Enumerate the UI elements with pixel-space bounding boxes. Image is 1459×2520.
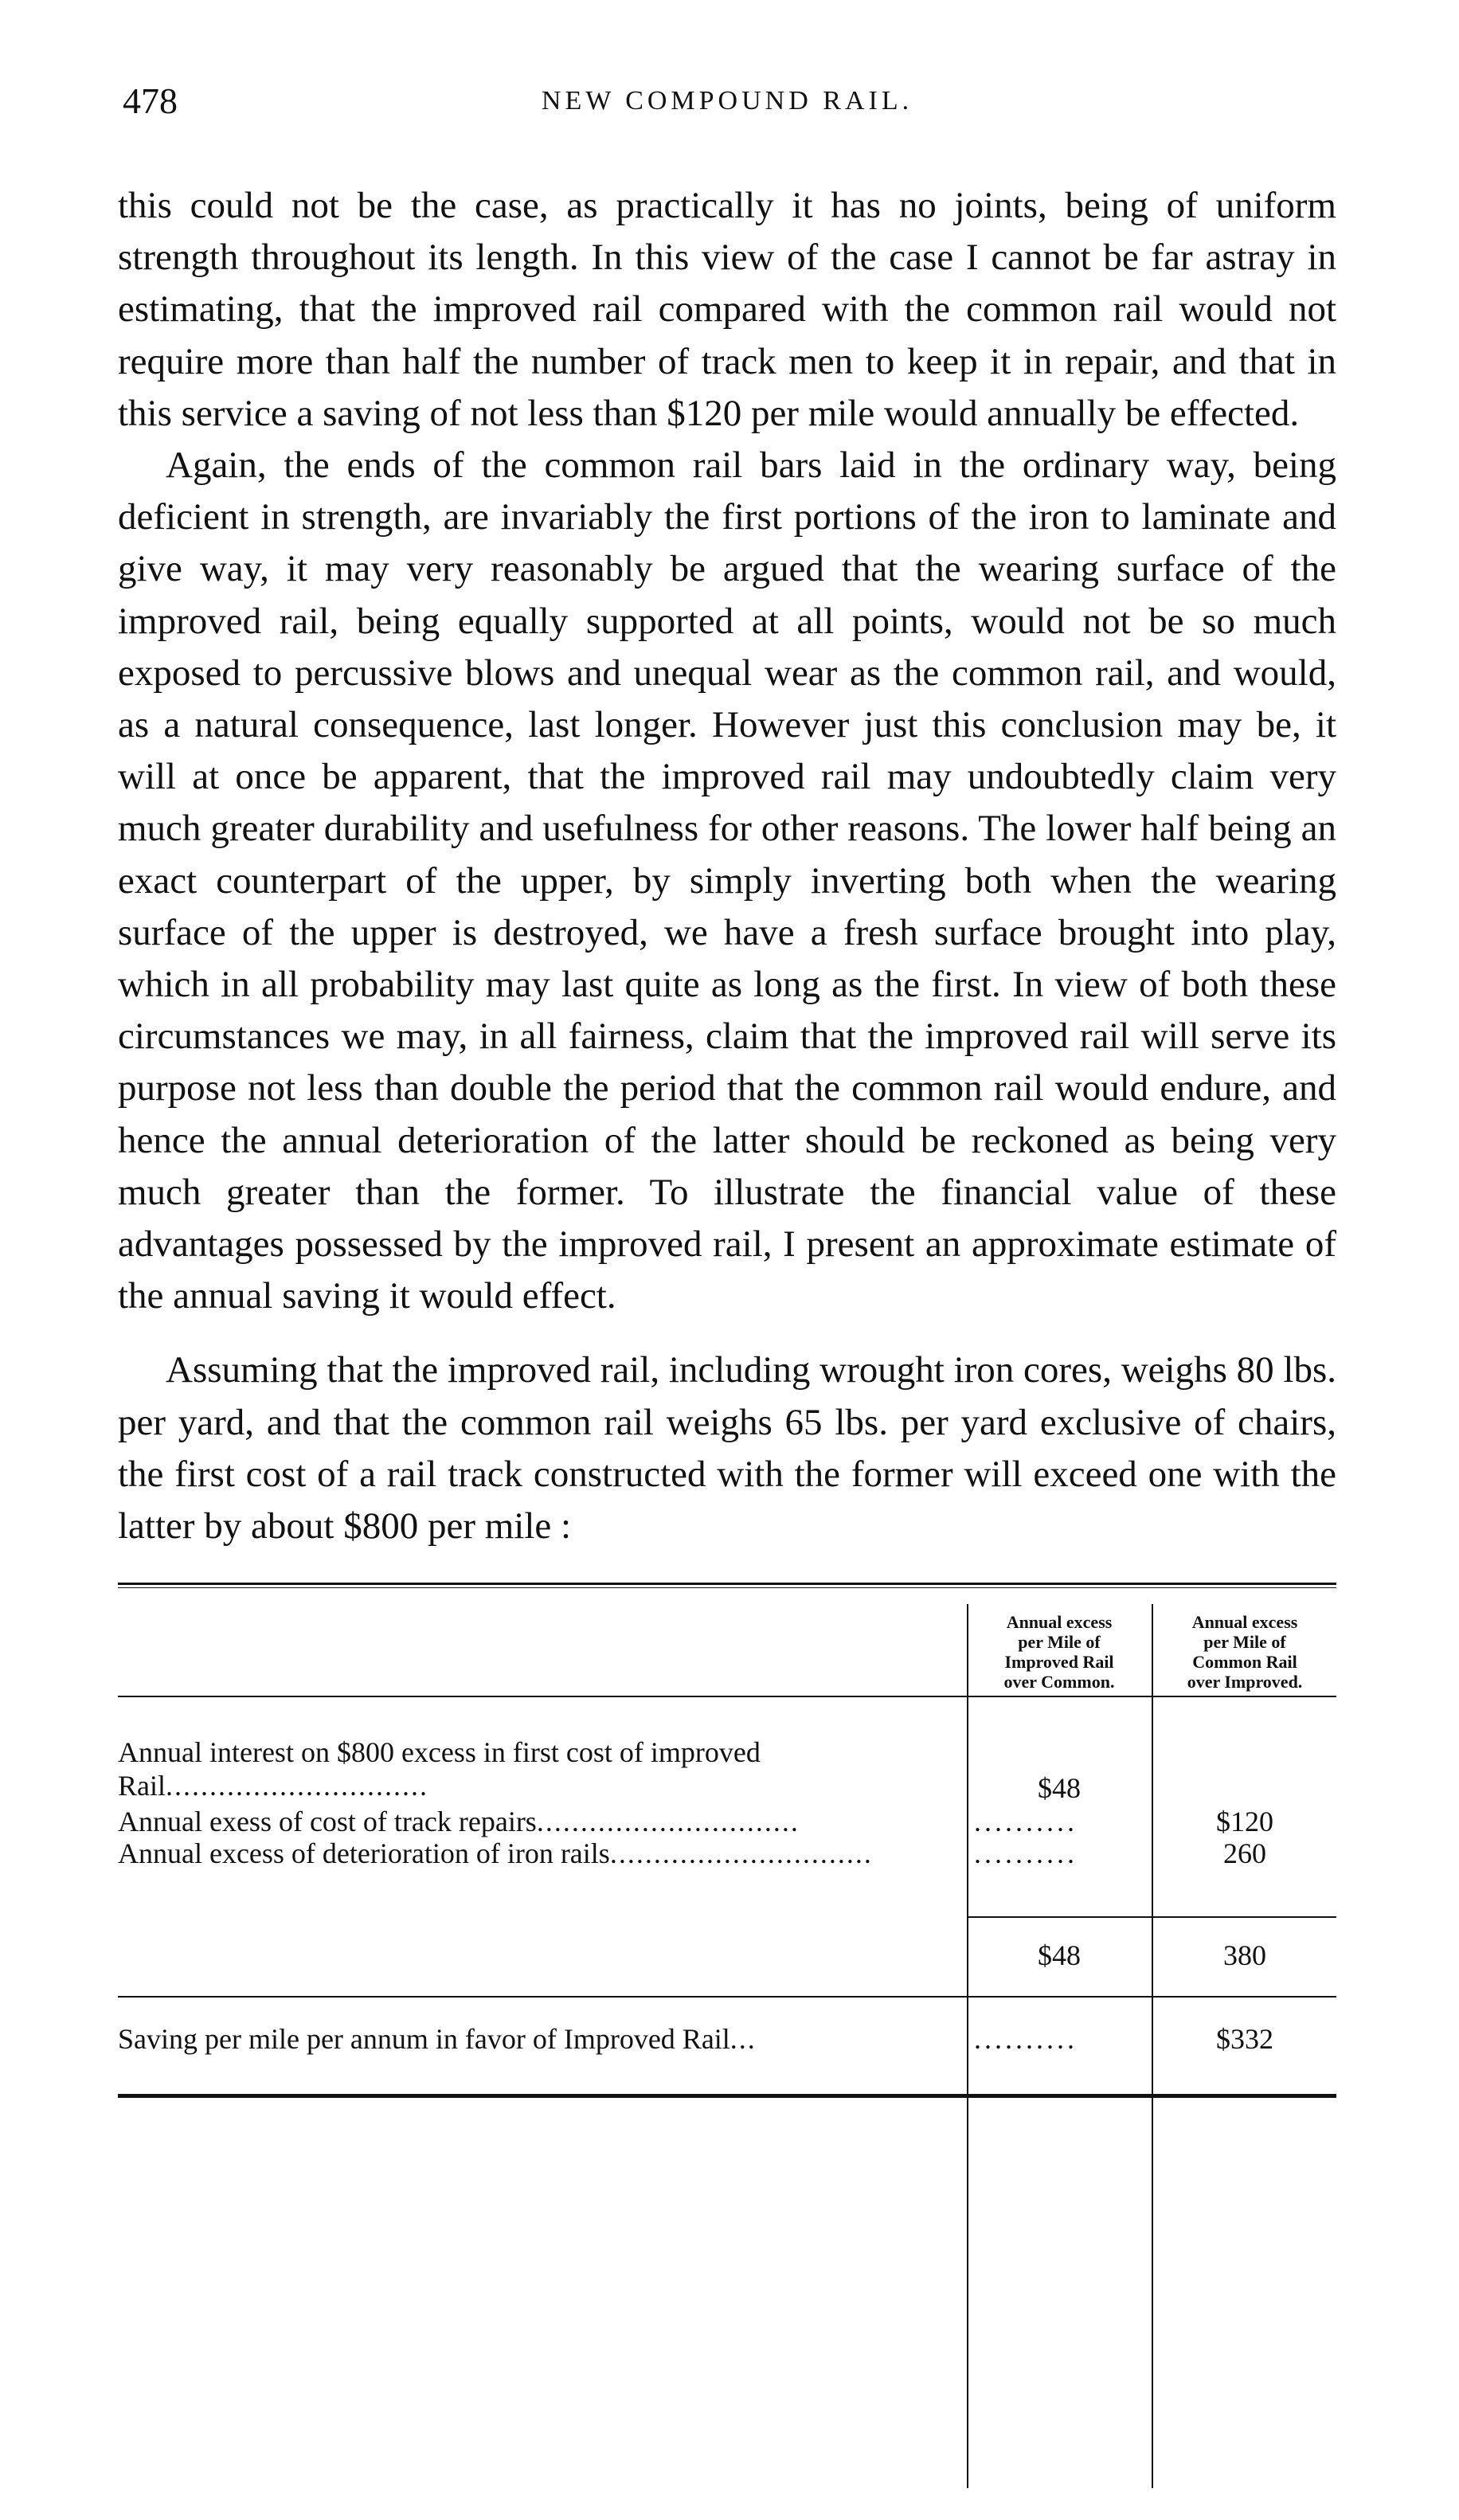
paragraph-continuation: this could not be the case, as practically it has no joints, being of uniform strength throughout its length. In this view of the case I cannot be far astray in estimating, that the improved rail compared with the common rail would not require more than half the number of track men to keep it in repair, and that in this service a saving of not less than $120 per mile would annually be effected. bbox=[118, 185, 1336, 434]
row-deterioration-label: Annual excess of deterioration of iron rails.............................. bbox=[118, 1837, 873, 1870]
column-header-common: Annual excess per Mile of Common Rail over Improved. bbox=[1187, 1612, 1303, 1692]
column-rule-left bbox=[967, 1604, 968, 2488]
saving-col1: .......... bbox=[974, 2023, 1078, 2056]
page-header bbox=[118, 80, 1336, 143]
book-page bbox=[118, 80, 1336, 2520]
table-bottom-rule bbox=[118, 2094, 1336, 2098]
paragraph-again: Again, the ends of the common rail bars laid in the ordinary way, being deficient in strength, are invariably the first portions of the iron to laminate and give way, it may very reasonably be argued that the wearing surface of the improved rail, being equally supported at all points, would not be so much exposed to percussive blows and unequal wear as the common rail, and would, as a natural consequence, last longer. However just this conclusion may be, it will at once be apparent, that the improved rail may undoubtedly claim very much greater durability and usefulness for other reasons. The lower half being an exact counterpart of the upper, by simply inverting both when the wearing surface of the upper is destroyed, we have a fresh surface brought into play, which in all probability may last quite as long as the first. In view of both these circumstances we may, in all fairness, claim that the improved rail will serve its purpose not less than double the period that the common rail would endure, and hence the annual deterioration of the latter should be reckoned as being very much greater than the former. To illustrate the financial value of these advantages possessed by the improved rail, I present an approximate estimate of the annual saving it would effect. bbox=[118, 444, 1336, 1317]
column-header-improved: Annual excess per Mile of Improved Rail over Common. bbox=[1003, 1612, 1115, 1692]
row-repairs-col2: $120 bbox=[1216, 1806, 1273, 1838]
saving-label: Saving per mile per annum in favor of Improved Rail... bbox=[118, 2023, 757, 2056]
saving-rule bbox=[118, 1996, 1336, 1998]
saving-col2: $332 bbox=[1216, 2023, 1273, 2056]
totals-rule bbox=[968, 1916, 1336, 1918]
running-title: NEW COMPOUND RAIL. bbox=[541, 86, 913, 115]
paragraph-assuming: Assuming that the improved rail, including wrought iron cores, weighs 80 lbs. per yard, and that the common rail weighs 65 lbs. per yard exclusive of chairs, the first cost of a rail track constructed with the former will exceed one with the latter by about $800 per mile : bbox=[118, 1349, 1336, 1548]
body-text bbox=[118, 180, 1336, 1552]
table-top-rule bbox=[118, 1583, 1336, 1588]
page-number: 478 bbox=[123, 80, 178, 121]
cost-comparison-table bbox=[118, 1588, 1336, 2520]
row-repairs-label: Annual exess of cost of track repairs.............................. bbox=[118, 1806, 800, 1838]
row-deterioration-col2: 260 bbox=[1223, 1837, 1266, 1870]
header-rule bbox=[118, 1696, 1336, 1697]
row-repairs-col1: .......... bbox=[974, 1806, 1078, 1838]
row-interest-label: Annual interest on $800 excess in first cost of improved Rail.............................. bbox=[118, 1736, 761, 1802]
row-deterioration-col1: .......... bbox=[974, 1837, 1078, 1870]
total-col1: $48 bbox=[1038, 1939, 1081, 1972]
total-col2: 380 bbox=[1223, 1939, 1266, 1972]
row-interest-col1: $48 bbox=[1038, 1772, 1081, 1805]
